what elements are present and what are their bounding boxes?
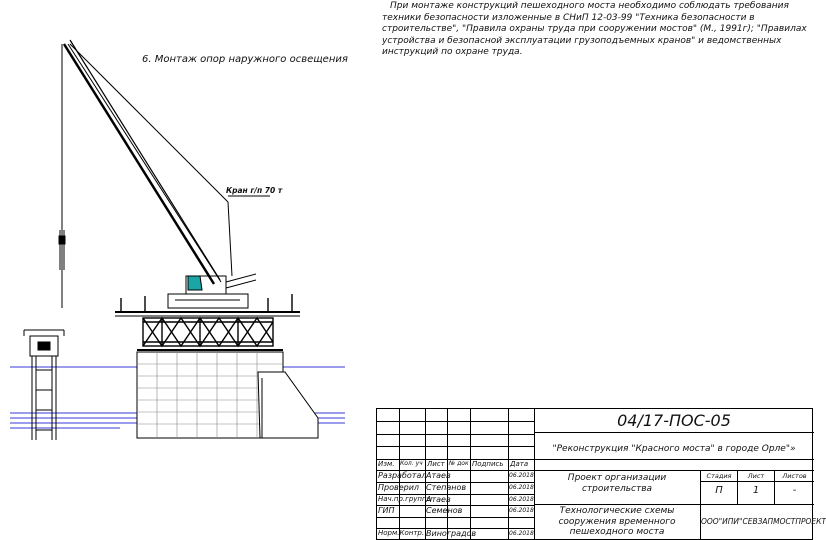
crane [59, 40, 256, 308]
sheet-title: Технологические схемы сооружения временного пешеходного моста [558, 506, 676, 537]
sheets-value: - [792, 485, 797, 496]
sheets-label: Листов [782, 472, 807, 480]
signer-role: ГИП [378, 506, 395, 515]
drawing-subtitle: 6. Монтаж опор наружного освещения [142, 54, 348, 65]
signer-role: Норм.Контр. [378, 529, 425, 537]
signer-date: 06.2018 [509, 472, 534, 479]
sheet-label: Лист [747, 472, 765, 480]
col-date: Дата [510, 460, 529, 468]
crane-label: Кран г/п 70 т [226, 186, 283, 195]
col-sign: Подпись [472, 460, 504, 468]
col-izm: Изм. [378, 460, 395, 468]
signer-date: 06.2018 [509, 507, 534, 514]
col-doc: № док [449, 460, 469, 467]
signer-date: 06.2018 [509, 484, 534, 491]
col-kol: Кол. уч [400, 460, 423, 467]
col-list: Лист [427, 460, 445, 468]
signer-name: Атаев [426, 495, 451, 504]
signer-date: 06.2018 [509, 496, 534, 503]
safety-note-text: При монтаже конструкций пешеходного моста необходимо соблюдать требования техники безопасности изложенные в СНиП 12-03-99 "Техника безопасности в строительстве", "Правила охраны труда при сооружении мостов" (М., 1991г); "Правилах устройства и безопасной эксплуатации грузоподъемных кранов" и ведомственных инструкций по охране труда. [382, 1, 807, 57]
signer-name: Виноградов [426, 529, 477, 538]
signer-role: Проверил [378, 483, 420, 492]
signer-name: Атаев [426, 471, 451, 480]
sheet-value: 1 [752, 485, 760, 496]
signer-role: Нач.пр.группы [378, 495, 433, 503]
title-block [376, 408, 826, 540]
stage-value: П [715, 485, 723, 496]
document-code: 04/17-ПОС-05 [617, 411, 731, 430]
masonry-pier [137, 350, 318, 438]
signer-name: Семенов [426, 506, 463, 515]
company-name: ООО"ИПИ"СЕВЗАПМОСТПРОЕКТ [701, 517, 826, 526]
signer-role: Разработал [378, 471, 427, 480]
signer-name: Степанов [426, 483, 467, 492]
truss [115, 294, 300, 346]
project-name: "Реконструкция "Красного моста" в городе Орле"» [552, 444, 796, 454]
stage-label: Стадия [706, 472, 732, 480]
section-name: Проект организации строительства [567, 473, 667, 494]
signer-date: 06.2018 [509, 530, 534, 537]
